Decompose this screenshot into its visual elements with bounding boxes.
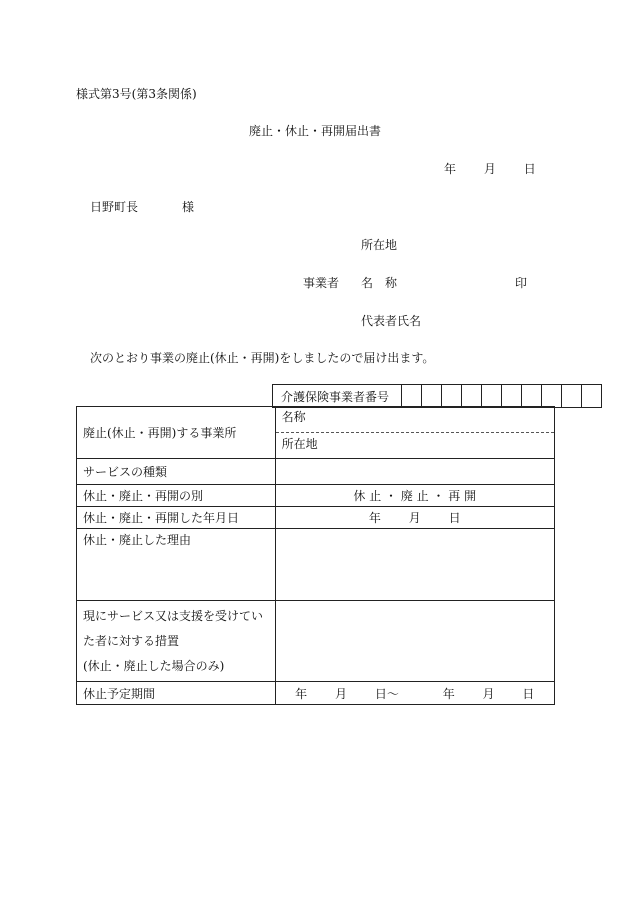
provider-number-digit-5[interactable] xyxy=(482,385,502,408)
provider-number-digit-10[interactable] xyxy=(582,385,602,408)
facility-name-field[interactable]: 名称 xyxy=(276,407,554,433)
date-day: 日 xyxy=(523,162,536,176)
applicant-business-label: 事業者 xyxy=(303,276,340,290)
honorific: 様 xyxy=(182,200,195,214)
category-options[interactable]: 休 止 ・ 廃 止 ・ 再 開 xyxy=(275,485,554,507)
provider-number-label: 介護保険事業者番号 xyxy=(273,385,402,408)
notification-table xyxy=(76,406,555,705)
applicant-address-label: 所在地 xyxy=(361,238,398,252)
table-row xyxy=(77,682,555,705)
provider-number-table xyxy=(272,384,602,408)
period-from-month: 月 xyxy=(335,686,348,701)
document-title: 廃止・休止・再開届出書 xyxy=(249,124,382,138)
measures-label-line-1: 現にサービス又は支援を受けてい xyxy=(83,608,264,623)
provider-number-digit-2[interactable] xyxy=(422,385,442,408)
measures-field[interactable] xyxy=(275,601,554,682)
seal-label: 印 xyxy=(515,276,528,290)
change-date-field[interactable] xyxy=(275,507,554,529)
table-row xyxy=(77,529,555,601)
provider-number-digit-7[interactable] xyxy=(522,385,542,408)
measures-label-line-2: た者に対する措置 xyxy=(83,633,180,648)
period-label: 休止予定期間 xyxy=(77,682,276,705)
change-date-year: 年 xyxy=(368,511,381,525)
table-row xyxy=(77,459,555,485)
table-row xyxy=(77,407,555,459)
facility-label: 廃止(休止・再開)する事業所 xyxy=(77,407,276,459)
form-number: 様式第3号(第3条関係) xyxy=(76,87,197,101)
table-row xyxy=(77,601,555,682)
applicant-name-label: 名 称 xyxy=(361,276,398,290)
facility-value-cell xyxy=(275,407,554,459)
facility-address-field[interactable]: 所在地 xyxy=(281,437,318,451)
table-row xyxy=(77,507,555,529)
submission-date xyxy=(444,160,536,177)
date-year: 年 xyxy=(444,162,457,176)
measures-label xyxy=(77,601,276,682)
period-to-day: 日 xyxy=(522,686,535,701)
period-from-day: 日〜 xyxy=(374,686,399,701)
provider-number-digit-9[interactable] xyxy=(562,385,582,408)
change-date-day: 日 xyxy=(448,511,461,525)
table-row xyxy=(77,485,555,507)
intro-text: 次のとおり事業の廃止(休止・再開)をしましたので届け出ます。 xyxy=(90,351,435,365)
period-field[interactable] xyxy=(275,682,554,705)
reason-field[interactable] xyxy=(275,529,554,601)
category-label: 休止・廃止・再開の別 xyxy=(77,485,276,507)
change-date-label: 休止・廃止・再開した年月日 xyxy=(77,507,276,529)
change-date-month: 月 xyxy=(408,511,421,525)
service-type-field[interactable] xyxy=(275,459,554,485)
addressee xyxy=(90,198,194,215)
service-type-label: サービスの種類 xyxy=(77,459,276,485)
provider-number-digit-8[interactable] xyxy=(542,385,562,408)
provider-number-digit-4[interactable] xyxy=(462,385,482,408)
period-to-month: 月 xyxy=(482,686,495,701)
representative-label: 代表者氏名 xyxy=(361,314,422,328)
addressee-name: 日野町長 xyxy=(90,200,139,214)
measures-label-line-3: (休止・廃止した場合のみ) xyxy=(83,658,225,673)
period-from-year: 年 xyxy=(295,686,308,701)
date-month: 月 xyxy=(483,162,496,176)
provider-number-digit-1[interactable] xyxy=(402,385,422,408)
provider-number-digit-6[interactable] xyxy=(502,385,522,408)
provider-number-digit-3[interactable] xyxy=(442,385,462,408)
period-to-year: 年 xyxy=(442,686,455,701)
reason-label: 休止・廃止した理由 xyxy=(77,529,276,601)
